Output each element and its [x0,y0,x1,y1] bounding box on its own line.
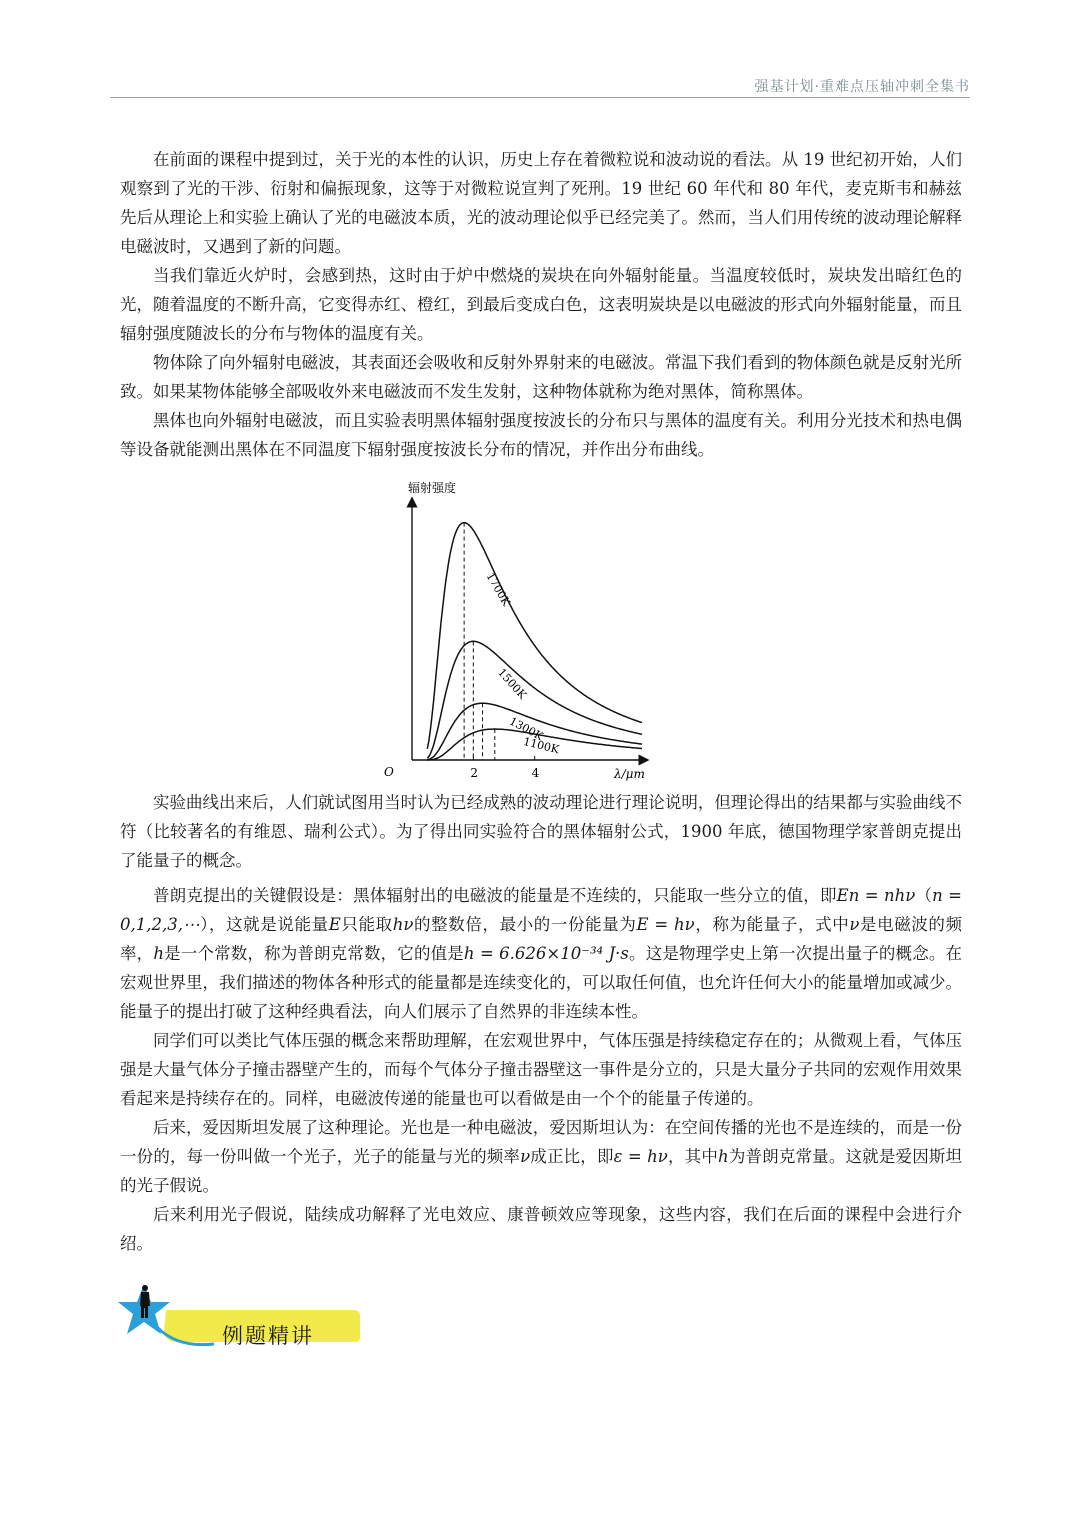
intro-section [120,145,962,464]
transition-section [120,788,962,875]
banner-label: 例题精讲 [222,1324,314,1348]
paragraph: 物体除了向外辐射电磁波，其表面还会吸收和反射外界射来的电磁波。常温下我们看到的物体颜色就是反射光所致。如果某物体能够全部吸收外来电磁波而不发生发射，这种物体就称为绝对黑体，简称黑体。 [120,353,962,401]
x-tick-label: 4 [531,766,540,780]
formula-E-hv: E = hν [636,915,695,934]
series-label-1500K: 1500K [495,665,529,702]
paragraph: 后来利用光子假说，陆续成功解释了光电效应、康普顿效应等现象，这些内容，我们在后面的课程中会进行介绍。 [120,1205,962,1253]
x-axis-label: λ/μm [614,767,645,781]
planck-section [120,881,962,1258]
paragraph: 黑体也向外辐射电磁波，而且实验表明黑体辐射强度按波长的分布只与黑体的温度有关。利用分光技术和热电偶等设备就能测出黑体在不同温度下辐射强度按波长分布的情况，并作出分布曲线。 [120,411,962,459]
origin-label: O [384,765,394,779]
header-title: 强基计划·重难点压轴冲刺全集书 [754,79,970,95]
formula-planck-constant: h = 6.626×10⁻³⁴ J·s [463,944,629,963]
x-tick-label: 2 [470,766,478,780]
formula-epsilon-hv: ε = hν [613,1147,668,1166]
paragraph: 实验曲线出来后，人们就试图用当时认为已经成熟的波动理论进行理论说明，但理论得出的结果都与实验曲线不符（比较著名的有维恩、瑞利公式）。为了得出同实验符合的黑体辐射公式，1900 年底，德国物理学家普朗克提出了能量子的概念。 [120,793,962,870]
paragraph-planck: 普朗克提出的关键假设是：黑体辐射出的电磁波的能量是不连续的，只能取一些分立的值，即En = nhν（n = 0,1,2,3,⋯），这就是说能量E只能取hν的整数倍，最小的一份能量为E = hν，称为能量子，式中ν是电磁波的频率，h是一个常数，称为普朗克常数，它的值是h = 6.626×10⁻³⁴ J·s。这是物理学史上第一次提出量子的概念。在宏观世界里，我们描述的物体各种形式的能量都是连续变化的，可以取任何值，也允许任何大小的能量增加或减少。能量子的提出打破了这种经典看法，向人们展示了自然界的非连续本性。 [120,886,963,1021]
series-label-1100K: 1100K [522,734,561,757]
y-axis-label: 辐射强度 [408,481,457,495]
formula-En: En = nhν [836,886,916,905]
paragraph: 当我们靠近火炉时，会感到热，这时由于炉中燃烧的炭块在向外辐射能量。当温度较低时，炭块发出暗红色的光，随着温度的不断升高，它变得赤红、橙红，到最后变成白色，这表明炭块是以电磁波的形式向外辐射能量，而且辐射强度随波长的分布与物体的温度有关。 [120,266,962,343]
header-rule [110,97,970,98]
paragraph-einstein: 后来，爱因斯坦发展了这种理论。光也是一种电磁波，爱因斯坦认为：在空间传播的光也不是连续的，而是一份一份的，每一份叫做一个光子，光子的能量与光的频率ν成正比，即ε = hν，其中h为普朗克常量。这就是爱因斯坦的光子假说。 [120,1118,963,1195]
paragraph: 同学们可以类比气体压强的概念来帮助理解，在宏观世界中，气体压强是持续稳定存在的；从微观上看，气体压强是大量气体分子撞击器壁产生的，而每个气体分子撞击器壁这一事件是分立的，只是大量分子共同的宏观作用效果看起来是持续存在的。同样，电磁波传递的能量也可以看做是由一个个的能量子传递的。 [120,1031,962,1108]
formula-n: n = 0,1,2,3,⋯ [120,886,963,934]
paragraph: 在前面的课程中提到过，关于光的本性的认识，历史上存在着微粒说和波动说的看法。从 19 世纪初开始，人们观察到了光的干涉、衍射和偏振现象，这等于对微粒说宣判了死刑。19 世纪 60 年代和 80 年代，麦克斯韦和赫兹先后从理论上和实验上确认了光的电磁波本质，光的波动理论似乎已经完美了。然而，当人们用传统的波动理论解释电磁波时，又遇到了新的问题。 [120,150,962,256]
series-label-1700K: 1700K [483,570,513,609]
series-label-1300K: 1300K [507,714,546,744]
blackbody-radiation-chart [362,480,662,790]
